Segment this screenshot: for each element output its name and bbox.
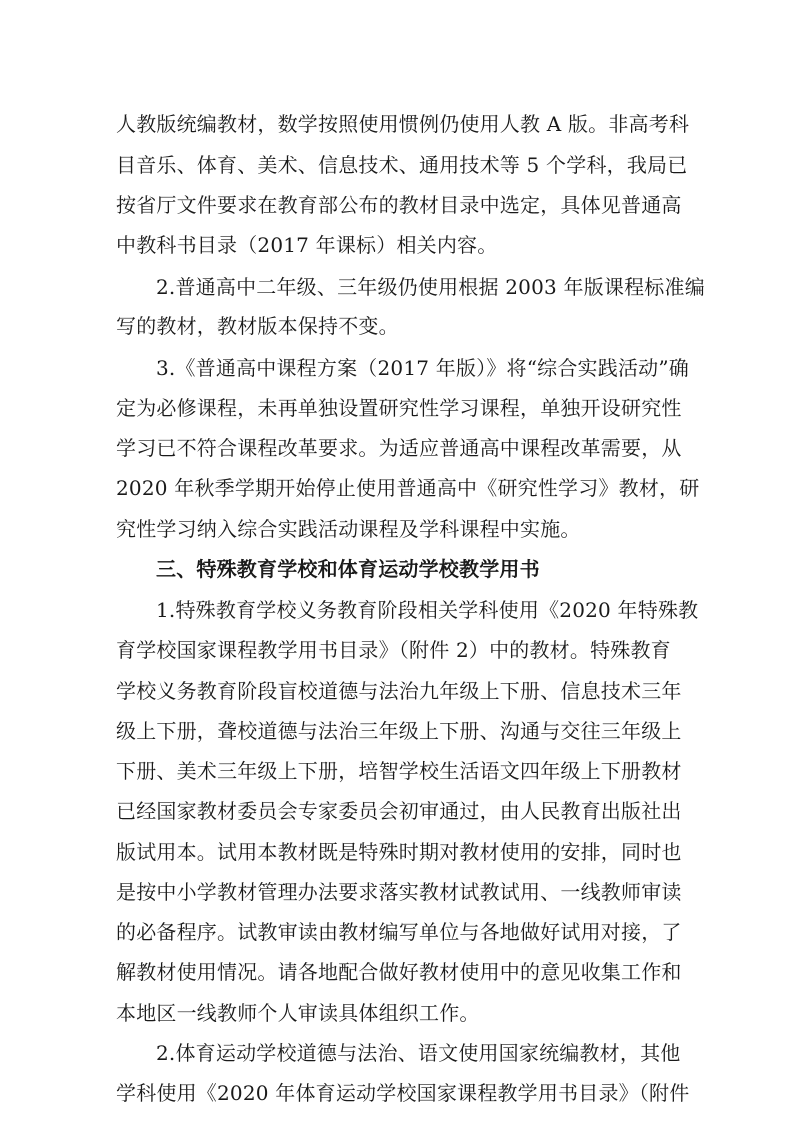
text-line: 写的教材，教材版本保持不变。 <box>116 314 399 338</box>
text-line: 究性学习纳入综合实践活动课程及学科课程中实施。 <box>116 517 581 541</box>
text-line: 的必备程序。试教审读由教材编写单位与各地做好试用对接，了 <box>116 920 682 944</box>
text-line: 学科使用《2020 年体育运动学校国家课程教学用书目录》（附件 <box>116 1081 690 1105</box>
text-line: 是按中小学教材管理办法要求落实教材试教试用、一线教师审读 <box>116 880 682 904</box>
text-line: 中教科书目录（2017 年课标）相关内容。 <box>116 233 498 257</box>
text-line: 下册、美术三年级上下册，培智学校生活语文四年级上下册教材 <box>116 759 682 783</box>
paragraph-start-line: 3.《普通高中课程方案（2017 年版）》将“综合实践活动”确 <box>156 356 689 380</box>
paragraph-start-line: 1.特殊教育学校义务教育阶段相关学科使用《2020 年特殊教 <box>156 598 699 622</box>
paragraph-start-line: 2.体育运动学校道德与法治、语文使用国家统编教材，其他 <box>156 1041 681 1065</box>
text-line: 人教版统编教材，数学按照使用惯例仍使用人教 A 版。非高考科 <box>116 112 690 136</box>
text-line: 学校义务教育阶段盲校道德与法治九年级上下册、信息技术三年 <box>116 679 682 703</box>
text-line: 学习已不符合课程改革要求。为适应普通高中课程改革需要，从 <box>116 436 682 460</box>
text-line: 2020 年秋季学期开始停止使用普通高中《研究性学习》教材，研 <box>116 476 700 500</box>
text-line: 解教材使用情况。请各地配合做好教材使用中的意见收集工作和 <box>116 960 682 984</box>
section-heading: 三、特殊教育学校和体育运动学校教学用书 <box>156 557 540 581</box>
text-line: 定为必修课程，未再单独设置研究性学习课程，单独开设研究性 <box>116 396 682 420</box>
text-line: 已经国家教材委员会专家委员会初审通过，由人民教育出版社出 <box>116 799 682 823</box>
text-line: 育学校国家课程教学用书目录》（附件 2）中的教材。特殊教育 <box>116 638 671 662</box>
text-line: 本地区一线教师个人审读具体组织工作。 <box>116 1001 480 1025</box>
text-line: 级上下册，聋校道德与法治三年级上下册、沟通与交往三年级上 <box>116 719 682 743</box>
text-line: 目音乐、体育、美术、信息技术、通用技术等 5 个学科，我局已 <box>116 153 688 177</box>
text-line: 版试用本。试用本教材既是特殊时期对教材使用的安排，同时也 <box>116 840 682 864</box>
text-line: 按省厅文件要求在教育部公布的教材目录中选定，具体见普通高 <box>116 193 682 217</box>
paragraph-start-line: 2.普通高中二年级、三年级仍使用根据 2003 年版课程标准编 <box>156 275 705 299</box>
